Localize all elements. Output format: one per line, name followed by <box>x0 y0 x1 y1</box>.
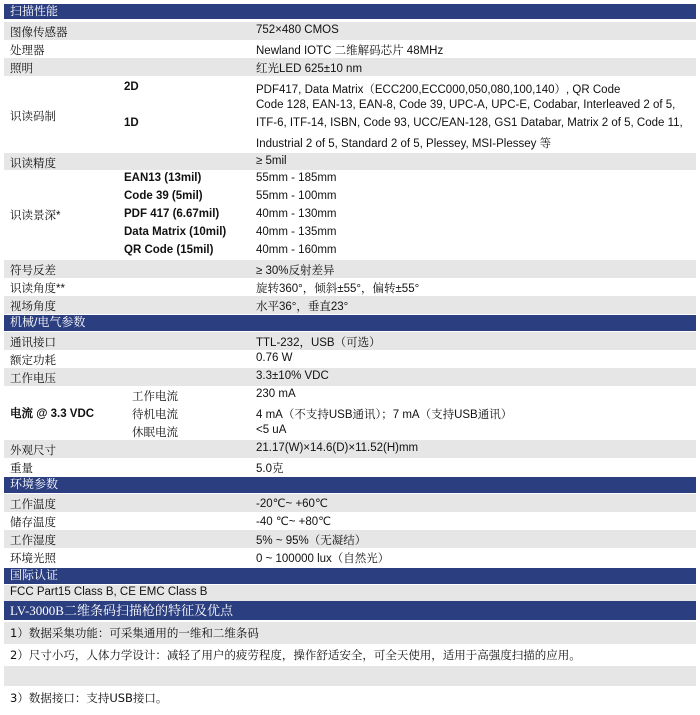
label-op-temp: 工作温度 <box>10 499 56 511</box>
value-ambient-light: 0 ~ 100000 lux（自然光） <box>256 553 390 565</box>
row-light <box>4 58 696 76</box>
feature-item <box>4 644 696 666</box>
features-title: LV-3000B二维条码扫描枪的特征及优点 <box>10 603 233 618</box>
row-power <box>4 350 696 368</box>
depth-range: 40mm - 135mm <box>256 226 337 238</box>
label-precision: 识读精度 <box>10 158 56 170</box>
label-2d: 2D <box>124 81 139 93</box>
row-current <box>4 386 696 440</box>
value-1d-line2: ITF-6, ITF-14, ISBN, Code 93, UCC/EAN-128, GS1 Databar, Matrix 2 of 5, Code 11, <box>256 117 683 129</box>
section-header-env <box>4 477 696 493</box>
section-header-scan <box>4 4 696 19</box>
value-storage-temp: -40 ℃~ +80℃ <box>256 516 332 528</box>
value-op-temp: -20℃~ +60℃ <box>256 498 328 510</box>
row-op-temp <box>4 494 696 512</box>
value-power: 0.76 W <box>256 352 293 364</box>
depth-range: 40mm - 130mm <box>256 208 337 220</box>
depth-range: 40mm - 160mm <box>256 244 337 256</box>
label-weight: 重量 <box>10 463 33 475</box>
row-precision <box>4 153 696 171</box>
current-value: 4 mA（不支持USB通讯）；7 mA（支持USB通讯） <box>256 409 513 421</box>
label-humidity: 工作湿度 <box>10 535 56 547</box>
label-contrast: 符号反差 <box>10 265 56 277</box>
value-2d: PDF417, Data Matrix（ECC200,ECC000,050,080,100,140）, QR Code <box>256 84 621 96</box>
label-current: 电流 @ 3.3 VDC <box>10 408 95 420</box>
row-cpu <box>4 40 696 58</box>
row-view-angle <box>4 296 696 314</box>
value-weight: 5.0克 <box>256 463 284 475</box>
section-header-mech <box>4 315 696 331</box>
row-sensor <box>4 22 696 40</box>
feature-text: 3）数据接口：支持USB接口。 <box>10 691 168 705</box>
value-view-angle: 水平36°，垂直23° <box>256 301 349 313</box>
row-dimensions <box>4 440 696 458</box>
depth-code: QR Code (15mil) <box>124 244 214 256</box>
row-depth-of-field <box>4 170 696 260</box>
section-title-env: 环境参数 <box>10 477 59 491</box>
label-sensor: 图像传感器 <box>10 27 68 39</box>
label-illumination: 照明 <box>10 63 33 75</box>
label-symbologies: 识读码制 <box>10 111 56 123</box>
label-depth-of-field: 识读景深* <box>10 210 61 222</box>
row-angle <box>4 278 696 296</box>
feature-text: 1）数据采集功能：可采集通用的一维和二维条码 <box>10 626 259 640</box>
section-title-mech: 机械/电气参数 <box>10 315 86 329</box>
current-mode: 休眠电流 <box>132 427 178 439</box>
features-header <box>4 601 696 620</box>
value-1d-line1: Code 128, EAN-13, EAN-8, Code 39, UPC-A, UPC-E, Codabar, Interleaved 2 of 5, <box>256 99 676 111</box>
current-value: <5 uA <box>256 424 287 436</box>
value-contrast: ≥ 30%反射差异 <box>256 265 335 277</box>
label-view-angle: 视场角度 <box>10 301 56 313</box>
section-title-scan: 扫描性能 <box>10 4 59 18</box>
label-storage-temp: 储存温度 <box>10 517 56 529</box>
value-precision: ≥ 5mil <box>256 155 287 167</box>
row-humidity <box>4 530 696 548</box>
value-dimensions: 21.17(W)×14.6(D)×11.52(H)mm <box>256 442 419 454</box>
value-cpu: Newland IOTC 二维解码芯片 48MHz <box>256 45 444 57</box>
feature-item <box>4 686 696 710</box>
value-voltage: 3.3±10% VDC <box>256 370 329 382</box>
label-cpu: 处理器 <box>10 45 45 57</box>
value-1d-line3: Industrial 2 of 5, Standard 2 of 5, Plessey, MSI-Plessey 等 <box>256 138 552 150</box>
label-ambient-light: 环境光照 <box>10 553 56 565</box>
current-mode: 工作电流 <box>132 391 178 403</box>
current-mode: 待机电流 <box>132 409 178 421</box>
row-cert <box>4 585 696 601</box>
row-voltage <box>4 368 696 386</box>
value-cert: FCC Part15 Class B, CE EMC Class B <box>10 586 208 598</box>
row-symbologies <box>4 77 696 153</box>
value-humidity: 5% ~ 95%（无凝结） <box>256 535 367 547</box>
value-sensor: 752×480 CMOS <box>256 24 339 36</box>
label-dimensions: 外观尺寸 <box>10 445 56 457</box>
row-weight <box>4 458 696 476</box>
depth-code: PDF 417 (6.67mil) <box>124 208 220 220</box>
label-1d: 1D <box>124 117 139 129</box>
label-voltage: 工作电压 <box>10 373 56 385</box>
row-ambient-light <box>4 548 696 566</box>
label-read-angle: 识读角度** <box>10 283 65 295</box>
feature-text: 2）尺寸小巧，人体力学设计：减轻了用户的疲劳程度，操作舒适安全，可全天使用，适用于高强度扫描的应用。 <box>10 648 581 662</box>
label-power: 额定功耗 <box>10 355 56 367</box>
value-read-angle: 旋转360°，倾斜±55°，偏转±55° <box>256 283 420 295</box>
value-interface: TTL-232，USB（可选） <box>256 337 381 349</box>
depth-code: Data Matrix (10mil) <box>124 226 227 238</box>
depth-code: Code 39 (5mil) <box>124 190 203 202</box>
row-contrast <box>4 260 696 278</box>
section-header-cert <box>4 568 696 584</box>
depth-range: 55mm - 185mm <box>256 172 337 184</box>
section-title-cert: 国际认证 <box>10 568 59 582</box>
feature-item <box>4 622 696 644</box>
depth-code: EAN13 (13mil) <box>124 172 202 184</box>
label-interface: 通讯接口 <box>10 337 56 349</box>
depth-range: 55mm - 100mm <box>256 190 337 202</box>
row-interface <box>4 332 696 350</box>
value-illumination: 红光LED 625±10 nm <box>256 63 363 75</box>
feature-spacer <box>4 666 696 686</box>
current-value: 230 mA <box>256 388 296 400</box>
row-storage-temp <box>4 512 696 530</box>
